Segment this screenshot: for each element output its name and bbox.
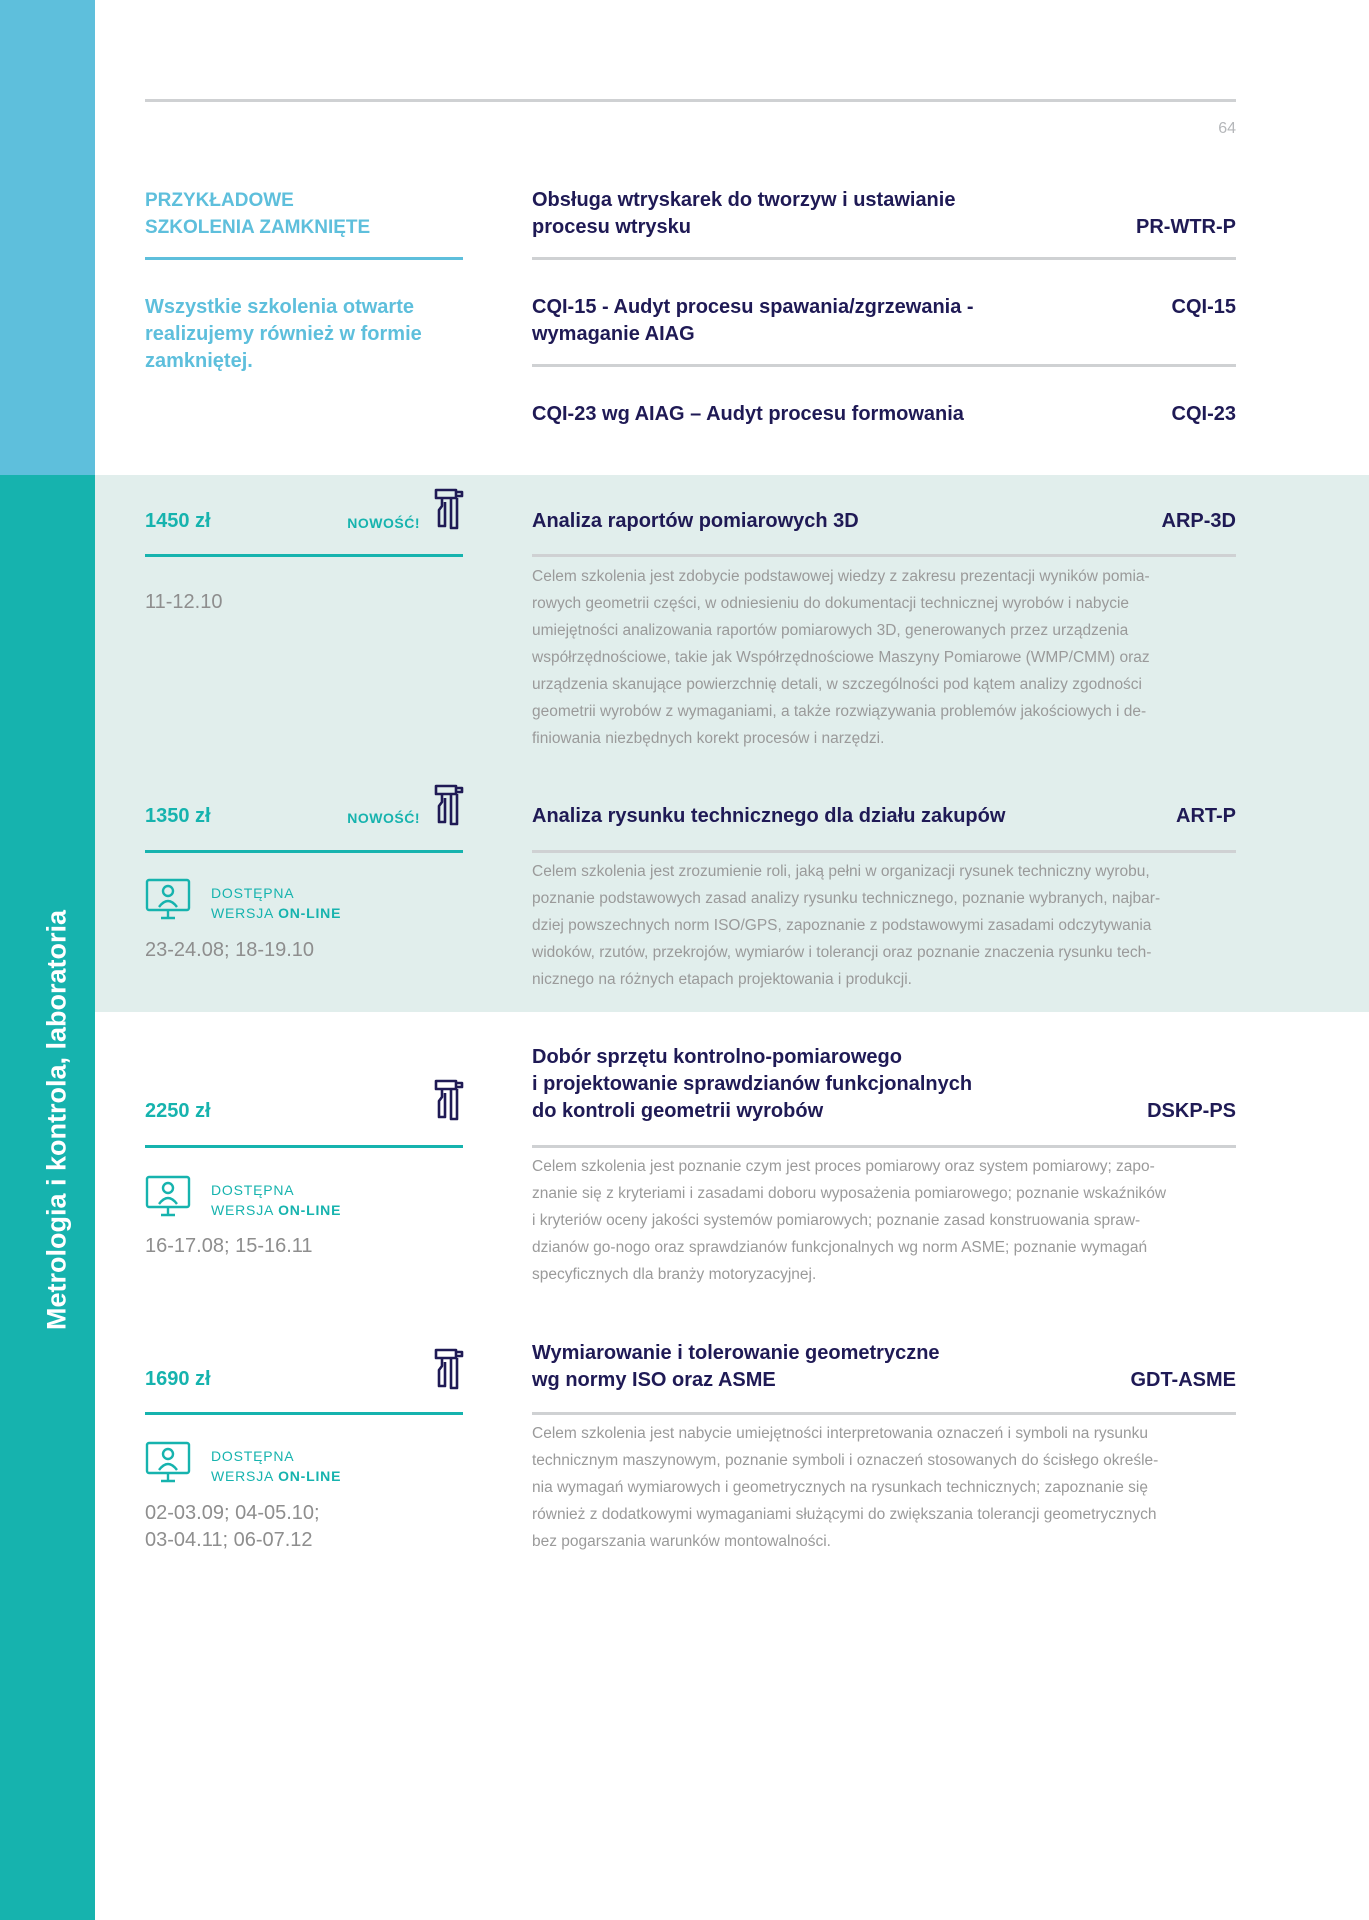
divider [532,257,1236,260]
page-number: 64 [1218,120,1236,137]
course-title: Analiza rysunku technicznego dla działu zakupów [532,805,1006,827]
course-description: Celem szkolenia jest zdobycie podstawowej wiedzy z zakresu prezentacji wyników pomia- rowych geometrii części, w odniesieniu do dokumentacji technicznej wyrobów i nabycie umiejętności analizowania raportów pomiarowych 3D, generowanych przez urządzenia współrzędnościowe, takie jak Współrzędnościowe Maszyny Pomiarowe (WMP/CMM) oraz urządzenia skanujące powierzchnię detali, w szczególności pod kątem analizy zgodności geometrii wyrobów z wymaganiami, a także rozwiązywania problemów jakościowych i de- finiowania niezbędnych korekt procesów i narzędzi. [532,568,1150,747]
divider [532,554,1236,557]
course-code: GDT-ASME [1130,1369,1236,1391]
top-rule [145,99,1236,102]
closed-note: Wszystkie szkolenia otwarte realizujemy również w formie zamkniętej. [145,296,422,372]
divider [532,850,1236,853]
divider [532,1412,1236,1415]
new-badge: NOWOŚĆ! [347,810,420,826]
caliper-icon [434,486,464,530]
new-badge: NOWOŚĆ! [347,515,420,531]
closed-item-code: CQI-15 [1171,296,1236,318]
price-rule [145,554,463,557]
closed-item-title: CQI-23 wg AIAG – Audyt procesu formowania [532,403,964,425]
closed-item-code: PR-WTR-P [1136,216,1236,238]
course-title: Dobór sprzętu kontrolno-pomiarowego i projektowanie sprawdzianów funkcjonalnych do kontroli geometrii wyrobów [532,1046,973,1122]
course-title: Analiza raportów pomiarowych 3D [532,510,859,532]
course-price: 2250 zł [145,1100,211,1122]
course-price: 1350 zł [145,805,211,827]
course-code: ARP-3D [1161,510,1236,532]
course-description: Celem szkolenia jest zrozumienie roli, jaką pełni w organizacji rysunek techniczny wyrobu, poznanie podstawowych zasad analizy rysunku technicznego, poznanie wybranych, najbar- dziej powszechnych norm ISO/GPS, zapoznanie z podstawowymi zasadami odczytywania widoków, rzutów, przekrojów, wymiarów i tolerancji oraz poznanie znaczenia rysunku tech- nicznego na różnych etapach projektowania i produkcji. [532,863,1161,988]
closed-heading-rule [145,257,463,260]
closed-heading: PRZYKŁADOWE SZKOLENIA ZAMKNIĘTE [145,190,371,238]
price-rule [145,850,463,853]
course-price: 1690 zł [145,1368,211,1390]
price-rule [145,1412,463,1415]
online-label: DOSTĘPNA WERSJA ON-LINE [211,1182,342,1218]
course-description: Celem szkolenia jest nabycie umiejętności interpretowania oznaczeń i symboli na rysunku technicznym maszynowym, poznanie symboli i oznaczeń stosowanych do ścisłego określe- nia wymagań wymiarowych i geometrycznych na rysunkach technicznych; zapoznanie się również z dodatkowymi wymaganiami służącymi do zwiększania tolerancji geometrycznych bez pogarszania warunków montowalności. [532,1425,1159,1550]
course-dates: 11-12.10 [145,591,223,613]
caliper-icon [434,1077,464,1121]
sidebar-title: Metrologia i kontrola, laboratoria [41,909,72,1331]
caliper-icon [434,1346,464,1390]
course-dates: 16-17.08; 15-16.11 [145,1235,313,1257]
closed-item-code: CQI-23 [1171,403,1236,425]
online-monitor-icon [145,1175,191,1217]
course-code: DSKP-PS [1147,1100,1236,1122]
closed-item-title: CQI-15 - Audyt procesu spawania/zgrzewania - wymaganie AIAG [532,296,974,345]
online-label: DOSTĘPNA WERSJA ON-LINE [211,1448,342,1484]
course-title: Wymiarowanie i tolerowanie geometryczne wg normy ISO oraz ASME [532,1342,940,1391]
divider [532,364,1236,367]
closed-item-title: Obsługa wtryskarek do tworzyw i ustawianie procesu wtrysku [532,189,956,238]
divider [532,1145,1236,1148]
online-monitor-icon [145,1441,191,1483]
online-monitor-icon [145,878,191,920]
course-dates: 02-03.09; 04-05.10; 03-04.11; 06-07.12 [145,1502,320,1551]
course-price: 1450 zł [145,510,211,532]
sidebar-top [0,0,95,475]
price-rule [145,1145,463,1148]
course-dates: 23-24.08; 18-19.10 [145,939,315,961]
caliper-icon [434,782,464,826]
online-label: DOSTĘPNA WERSJA ON-LINE [211,885,342,921]
course-description: Celem szkolenia jest poznanie czym jest proces pomiarowy oraz system pomiarowy; zapo- znanie się z kryteriami i zasadami doboru wyposażenia pomiarowego; poznanie wskaźników i kryteriów oceny jakości systemów pomiarowych; poznanie zasad konstruowania spraw- dzianów go-nogo oraz sprawdzianów funkcjonalnych wg norm ASME; poznanie wymagań specyficznych dla branży motoryzacyjnej. [532,1158,1167,1283]
course-code: ART-P [1176,805,1236,827]
